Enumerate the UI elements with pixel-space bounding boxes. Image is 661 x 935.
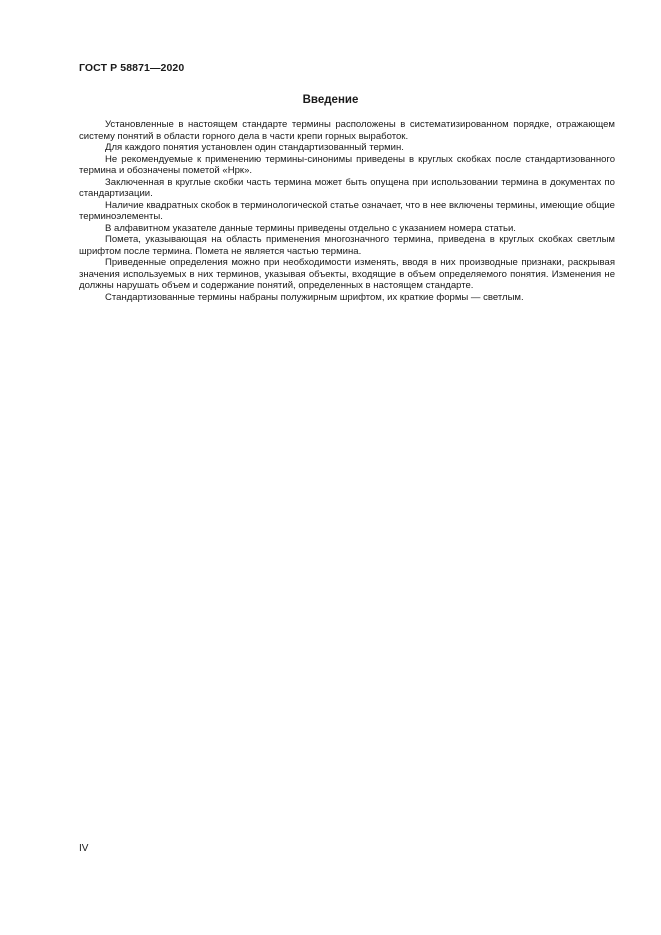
paragraph: Установленные в настоящем стандарте термины расположены в систематизированном порядке, отражающем систему понятий в области горного дела в части крепи горных выработок. — [79, 119, 615, 142]
page-number: IV — [79, 843, 89, 854]
paragraph: Заключенная в круглые скобки часть термина может быть опущена при использовании термина в документах по стандартизации. — [79, 176, 615, 199]
paragraph: Наличие квадратных скобок в терминологической статье означает, что в нее включены термины, имеющие общие терминоэлементы. — [79, 199, 615, 222]
paragraph: В алфавитном указателе данные термины приведены отдельно с указанием номера статьи. — [105, 222, 516, 234]
paragraph: Приведенные определения можно при необходимости изменять, вводя в них производные признаки, раскрывая значения используемых в них терминов, указывая объекты, входящие в объем определяемого понятия. Изменения не должны нарушать объем и содержание понятий, определенных в настоящем стандарте. — [79, 257, 615, 291]
section-body — [79, 119, 615, 303]
section-title: Введение — [302, 94, 359, 106]
paragraph: Помета, указывающая на область применения многозначного термина, приведена в круглых скобках светлым шрифтом после термина. Помета не является частью термина. — [79, 234, 615, 257]
paragraph: Для каждого понятия установлен один стандартизованный термин. — [105, 142, 404, 153]
paragraph: Стандартизованные термины набраны полужирным шрифтом, их краткие формы — светлым. — [105, 291, 524, 303]
document-code: ГОСТ Р 58871—2020 — [79, 62, 185, 74]
paragraph: Не рекомендуемые к применению термины-синонимы приведены в круглых скобках после стандартизованного термина и обозначены пометой «Нрк». — [79, 153, 615, 176]
